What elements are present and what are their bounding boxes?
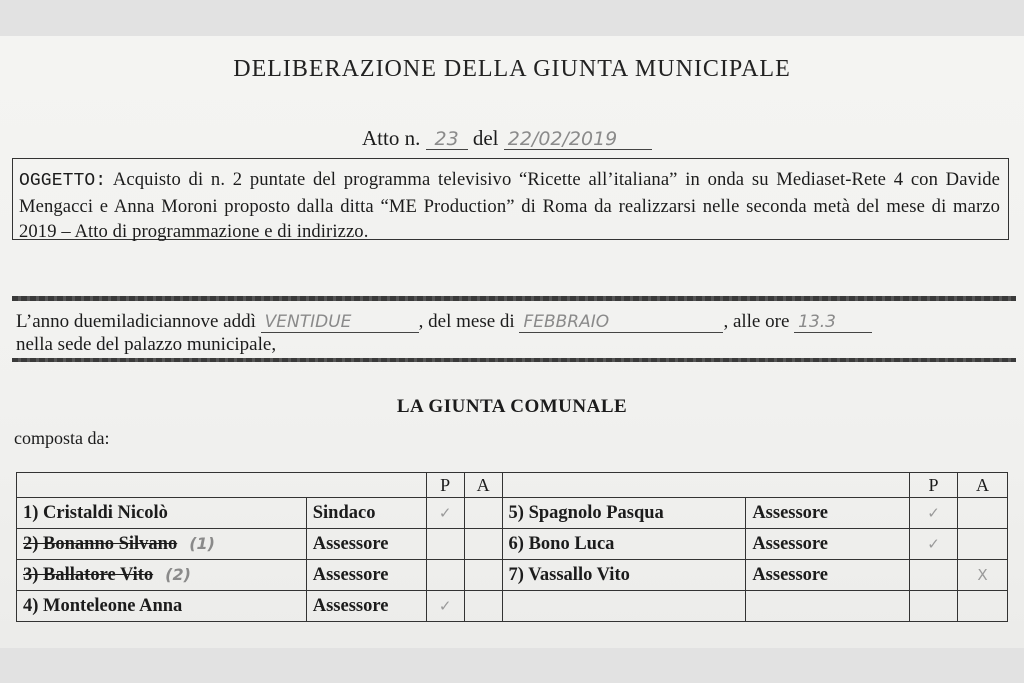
anno-month: FEBBRAIO [519,312,723,333]
table-row [17,591,1008,622]
member-note: (2) [165,564,191,584]
table-row [17,498,1008,529]
empty-cell [958,591,1008,622]
atto-number: 23 [426,129,468,150]
member-name: 4) Monteleone Anna [17,591,307,622]
anno-mese-label: , del mese di [418,311,515,332]
empty-cell [746,591,910,622]
oggetto-text: Acquisto di n. 2 puntate del programma televisivo “Ricette all’italiana” in onda su Mediaset-Rete 4 con Davide Mengacci e Anna Moroni proposto dalla ditta “ME Production” di Roma da realizzarsi nelle seconda metà del mese di marzo 2019 – Atto di programmazione e di indirizzo. [19,169,1000,242]
header-p-left: P [426,473,464,498]
absence-mark [958,498,1008,529]
presence-mark: ✓ [910,498,958,529]
absence-mark [464,591,502,622]
member-role: Assessore [306,591,426,622]
presence-mark [426,529,464,560]
header-a-left: A [464,473,502,498]
member-role: Assessore [306,560,426,591]
anno-line-2: nella sede del palazzo municipale, [16,334,277,355]
table-row [17,560,1008,591]
absence-mark [464,498,502,529]
empty-cell [502,591,746,622]
absence-mark [464,529,502,560]
absence-mark: X [958,560,1008,591]
members-table [16,472,1008,622]
bottom-rule [12,358,1016,362]
absence-mark [958,529,1008,560]
atto-date: 22/02/2019 [504,129,652,150]
member-role: Assessore [306,529,426,560]
anno-line-1 [16,310,1016,333]
member-role: Assessore [746,498,910,529]
atto-label: Atto n. [362,126,421,150]
atto-line [362,126,652,151]
header-blank-left [17,473,427,498]
oggetto-label: OGGETTO: [19,171,107,191]
anno-paragraph [16,310,1016,356]
presence-mark: ✓ [426,498,464,529]
member-note: (1) [189,533,215,553]
presence-mark [426,560,464,591]
empty-cell [910,591,958,622]
member-name: 7) Vassallo Vito [502,560,746,591]
presence-mark [910,560,958,591]
anno-hour: 13.3 [794,312,872,333]
anno-ore-label: , alle ore [723,311,790,332]
top-rule [12,296,1016,301]
presence-mark: ✓ [426,591,464,622]
atto-del-label: del [472,126,499,150]
member-name: 5) Spagnolo Pasqua [502,498,746,529]
member-role: Assessore [746,560,910,591]
anno-prefix: L’anno duemiladiciannove addì [16,311,256,332]
member-name-cell [17,529,307,560]
member-name-cell [17,560,307,591]
member-name: 3) Ballatore Vito [23,564,154,585]
table-header-row [17,473,1008,498]
presence-mark: ✓ [910,529,958,560]
document-page [0,36,1024,648]
member-role: Assessore [746,529,910,560]
header-p-right: P [910,473,958,498]
header-a-right: A [958,473,1008,498]
member-role: Sindaco [306,498,426,529]
table-row [17,529,1008,560]
member-name: 6) Bono Luca [502,529,746,560]
header-blank-right [502,473,910,498]
document-title: DELIBERAZIONE DELLA GIUNTA MUNICIPALE [233,56,791,82]
giunta-heading: LA GIUNTA COMUNALE [396,396,628,417]
anno-day: VENTIDUE [261,312,419,333]
oggetto-box [12,158,1009,240]
composta-label: composta da: [14,428,110,448]
member-name: 1) Cristaldi Nicolò [17,498,307,529]
absence-mark [464,560,502,591]
member-name: 2) Bonanno Silvano [23,533,178,554]
